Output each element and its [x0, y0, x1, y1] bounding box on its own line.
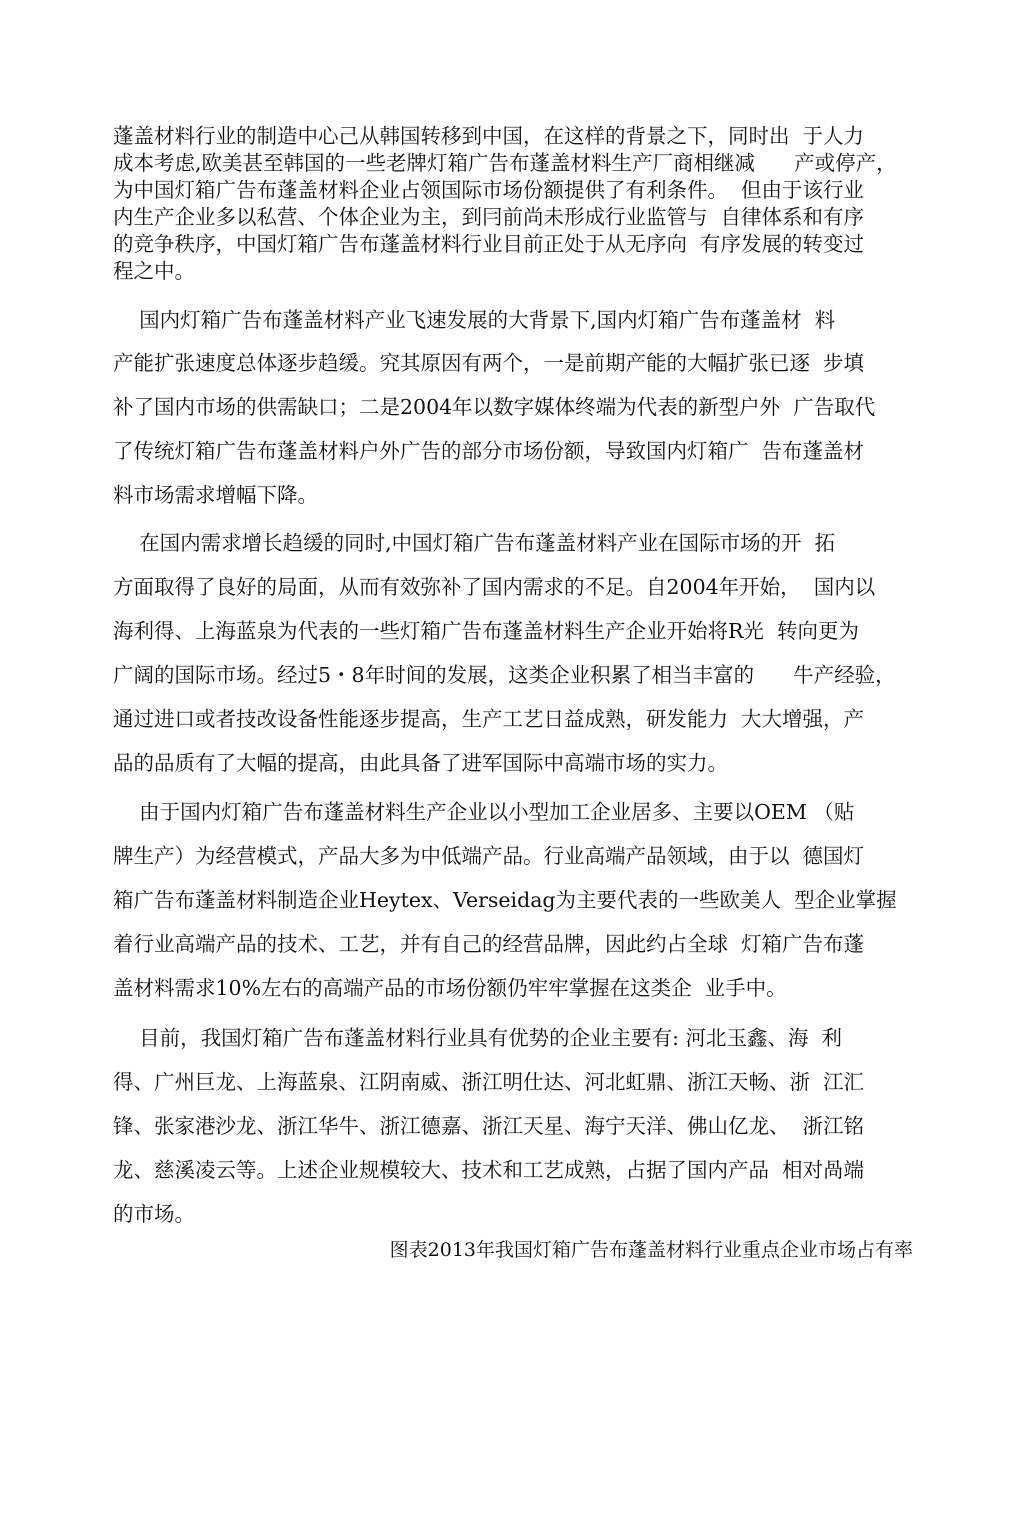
paragraph-5-line-1: 目前，我国灯箱广告布蓬盖材料行业具有优势的企业主要有: 河北玉鑫、海 利 [113, 1026, 843, 1050]
paragraph-3-line-3: 海利得、上海蓝泉为代表的一些灯箱广告布蓬盖材料生产企业开始将R光 转向更为 [113, 619, 859, 643]
paragraph-3-line-2: 方面取得了良好的局面，从而有效弥补了国内需求的不足。自2004年开始， 国内以 [113, 575, 876, 599]
paragraph-1-line-5: 的竞争秩序，中国灯箱广告布蓬盖材料行业目前正处于从无序向 有序发展的转变过 [113, 232, 865, 256]
paragraph-2-line-1: 国内灯箱广告布蓬盖材料产业飞速发展的大背景下,国内灯箱广告布蓬盖材 料 [113, 308, 836, 332]
paragraph-1-line-2: 成本考虑,欧美甚至韩国的一些老牌灯箱广告布蓬盖材料生产厂商相继减 产或停产， [113, 151, 897, 175]
paragraph-2-line-5: 料市场需求增幅下降。 [113, 483, 318, 507]
paragraph-3-line-4: 广阔的国际市场。经过5・8年时间的发展，这类企业积累了相当丰富的 牛产经验， [113, 663, 896, 687]
paragraph-4-line-4: 着行业高端产品的技术、工艺，并有自己的经营品牌，因此约占全球 灯箱广告布蓬 [113, 932, 865, 956]
paragraph-1-line-1: 蓬盖材料行业的制造中心己从韩国转移到中国，在这样的背景之下，同时出 于人力 [113, 124, 865, 148]
paragraph-2-line-3: 补了国内市场的供需缺口；二是2004年以数字媒体终端为代表的新型户外 广告取代 [113, 395, 876, 419]
paragraph-2-line-2: 产能扩张速度总体逐步趋缓。究其原因有两个，一是前期产能的大幅扩张已逐 步填 [113, 351, 865, 375]
paragraph-1-line-4: 内生产企业多以私营、个体企业为主，到冃前尚未形成行业监管与 自律体系和有序 [113, 205, 865, 229]
paragraph-3-line-6: 品的品质有了大幅的提高，由此具备了进军国际中高端市场的实力。 [113, 751, 728, 775]
paragraph-5-line-4: 龙、慈溪凌云等。上述企业规模较大、技术和工艺成熟，占据了国内产品 相对咼端 [113, 1158, 865, 1182]
paragraph-2-line-4: 了传统灯箱广告布蓬盖材料户外广告的部分市场份额，导致国内灯箱广 告布蓬盖材 [113, 439, 865, 463]
paragraph-3-line-1: 在国内需求增长趋缓的同时,中国灯箱广告布蓬盖材料产业在国际市场的开 拓 [113, 531, 836, 555]
paragraph-4-line-1: 由于国内灯箱广告布蓬盖材料生产企业以小型加工企业居多、主要以OEM （贴 [113, 800, 855, 824]
paragraph-3-line-5: 通过进口或者技改设备性能逐步提高，生产工艺日益成熟，研发能力 大大增强，产 [113, 707, 865, 731]
figure-caption: 图表2013年我国灯箱广告布蓬盖材料行业重点企业市场占有率 [389, 1239, 913, 1261]
paragraph-4-line-5: 盖材料需求10%左右的高端产品的市场份额仍牢牢掌握在这类企 业手中。 [113, 976, 787, 1000]
paragraph-5-line-2: 得、广州巨龙、上海蓝泉、江阴南威、浙江明仕达、河北虹鼎、浙江天畅、浙 江汇 [113, 1070, 865, 1094]
paragraph-4-line-3: 箱广告布蓬盖材料制造企业Heytex、Verseidag为主要代表的一些欧美人 型企业掌握 [113, 888, 897, 912]
paragraph-1-line-6: 程之中。 [113, 259, 195, 283]
paragraph-1-line-3: 为中国灯箱广告布蓬盖材料企业占领国际市场份额提供了有利条件。 但由于该行业 [113, 178, 865, 202]
paragraph-5-line-5: 的市场。 [113, 1202, 195, 1226]
paragraph-4-line-2: 牌生产）为经营模式，产品大多为中低端产品。行业高端产品领域，由于以 德国灯 [113, 844, 865, 868]
paragraph-5-line-3: 锋、张家港沙龙、浙江华牛、浙江德嘉、浙江天星、海宁天洋、佛山亿龙、 浙江铭 [113, 1114, 865, 1138]
